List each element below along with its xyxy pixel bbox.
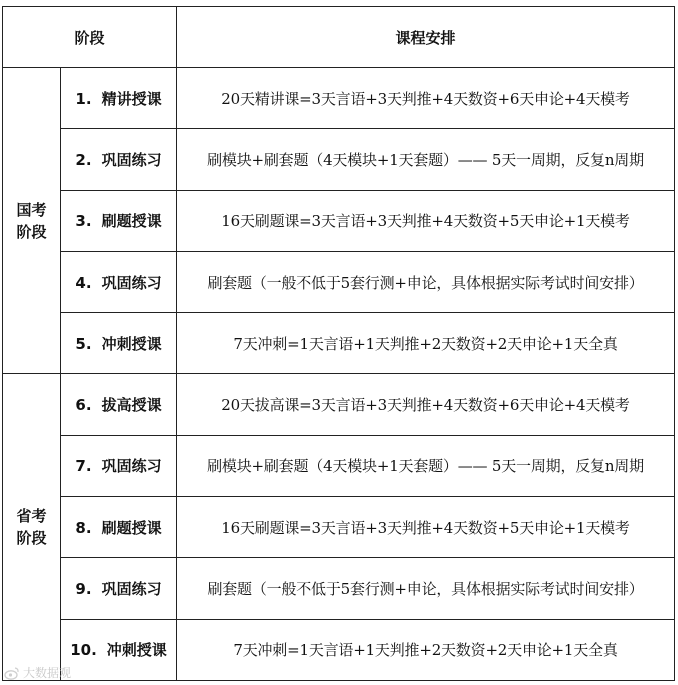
watermark: [4, 664, 71, 681]
step-cell: 1. 精讲授课: [61, 68, 177, 129]
plan-header: 课程安排: [177, 7, 675, 68]
table-row: [3, 435, 675, 496]
plan-cell: 刷套题（一般不低于5套行测+申论，具体根据实际考试时间安排）: [177, 558, 675, 619]
plan-cell: 16天刷题课=3天言语+3天判推+4天数资+5天申论+1天模考: [177, 190, 675, 251]
course-schedule-table: [2, 6, 675, 681]
table-row: [3, 129, 675, 190]
table-row: [3, 374, 675, 435]
plan-cell: 20天精讲课=3天言语+3天判推+4天数资+6天申论+4天模考: [177, 68, 675, 129]
step-cell: 2. 巩固练习: [61, 129, 177, 190]
table-row: [3, 497, 675, 558]
header-row: [3, 7, 675, 68]
stage-header: 阶段: [3, 7, 177, 68]
step-cell: 8. 刷题授课: [61, 497, 177, 558]
weibo-logo-icon: [4, 666, 20, 680]
step-cell: 9. 巩固练习: [61, 558, 177, 619]
group-label-provincial: 省考 阶段: [3, 374, 61, 680]
step-cell: 4. 巩固练习: [61, 251, 177, 312]
table-row: [3, 190, 675, 251]
plan-cell: 刷套题（一般不低于5套行测+申论，具体根据实际考试时间安排）: [177, 251, 675, 312]
watermark-text: 大数据观: [23, 666, 72, 680]
table-row: [3, 251, 675, 312]
group-label-national: 国考 阶段: [3, 68, 61, 374]
table-row: [3, 313, 675, 374]
step-cell: 6. 拔高授课: [61, 374, 177, 435]
table-row: [3, 558, 675, 619]
plan-cell: 7天冲刺=1天言语+1天判推+2天数资+2天申论+1天全真: [177, 619, 675, 680]
plan-cell: 刷模块+刷套题（4天模块+1天套题）—— 5天一周期，反复n周期: [177, 129, 675, 190]
step-cell: 10. 冲刺授课: [61, 619, 177, 680]
table-row: [3, 619, 675, 680]
plan-cell: 7天冲刺=1天言语+1天判推+2天数资+2天申论+1天全真: [177, 313, 675, 374]
plan-cell: 20天拔高课=3天言语+3天判推+4天数资+6天申论+4天模考: [177, 374, 675, 435]
plan-cell: 刷模块+刷套题（4天模块+1天套题）—— 5天一周期，反复n周期: [177, 435, 675, 496]
step-cell: 7. 巩固练习: [61, 435, 177, 496]
step-cell: 5. 冲刺授课: [61, 313, 177, 374]
plan-cell: 16天刷题课=3天言语+3天判推+4天数资+5天申论+1天模考: [177, 497, 675, 558]
step-cell: 3. 刷题授课: [61, 190, 177, 251]
table-row: [3, 68, 675, 129]
